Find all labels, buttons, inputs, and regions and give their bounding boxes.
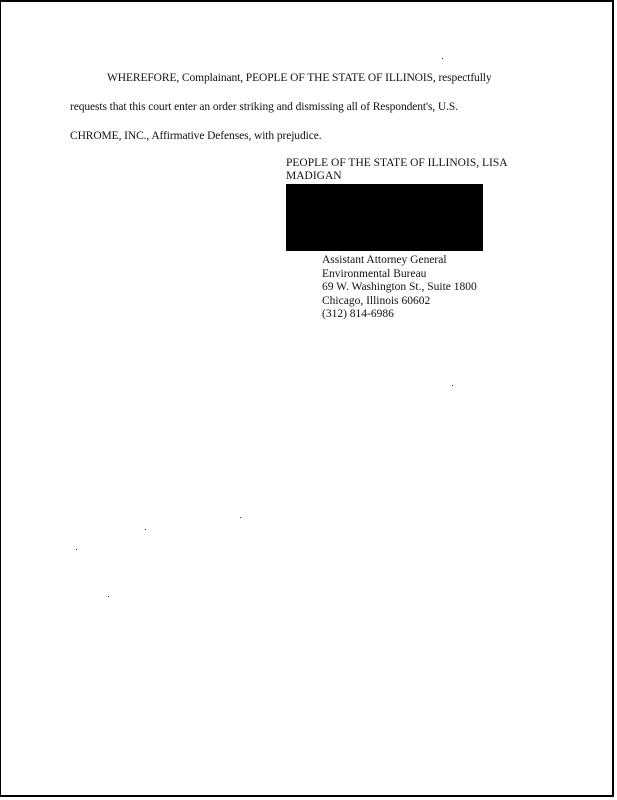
scan-speck [452,385,453,386]
paragraph-line-2: requests that this court enter an order striking and dismissing all of Respondent's, U.S. [70,101,458,113]
signature-party-line-1: PEOPLE OF THE STATE OF ILLINOIS, LISA [286,157,508,169]
scan-speck [108,596,109,597]
scan-speck [240,517,241,518]
signature-party-line-2: MADIGAN [286,170,342,182]
signature-party [286,157,536,183]
bureau-name: Environmental Bureau [322,267,427,280]
attorney-title: Assistant Attorney General [322,254,447,266]
scan-speck [145,529,146,530]
city-state-zip: Chicago, Illinois 60602 [322,294,431,307]
scan-speck [76,549,77,550]
paragraph-line-3: CHROME, INC., Affirmative Defenses, with prejudice. [70,130,322,142]
paragraph-line-1: WHEREFORE, Complainant, PEOPLE OF THE STATE OF ILLINOIS, respectfully [107,72,492,84]
attorney-address-block [322,254,477,322]
redaction-box [286,184,483,251]
scan-speck [442,58,443,59]
street-address: 69 W. Washington St., Suite 1800 [322,281,477,294]
phone-number: (312) 814-6986 [322,308,394,321]
